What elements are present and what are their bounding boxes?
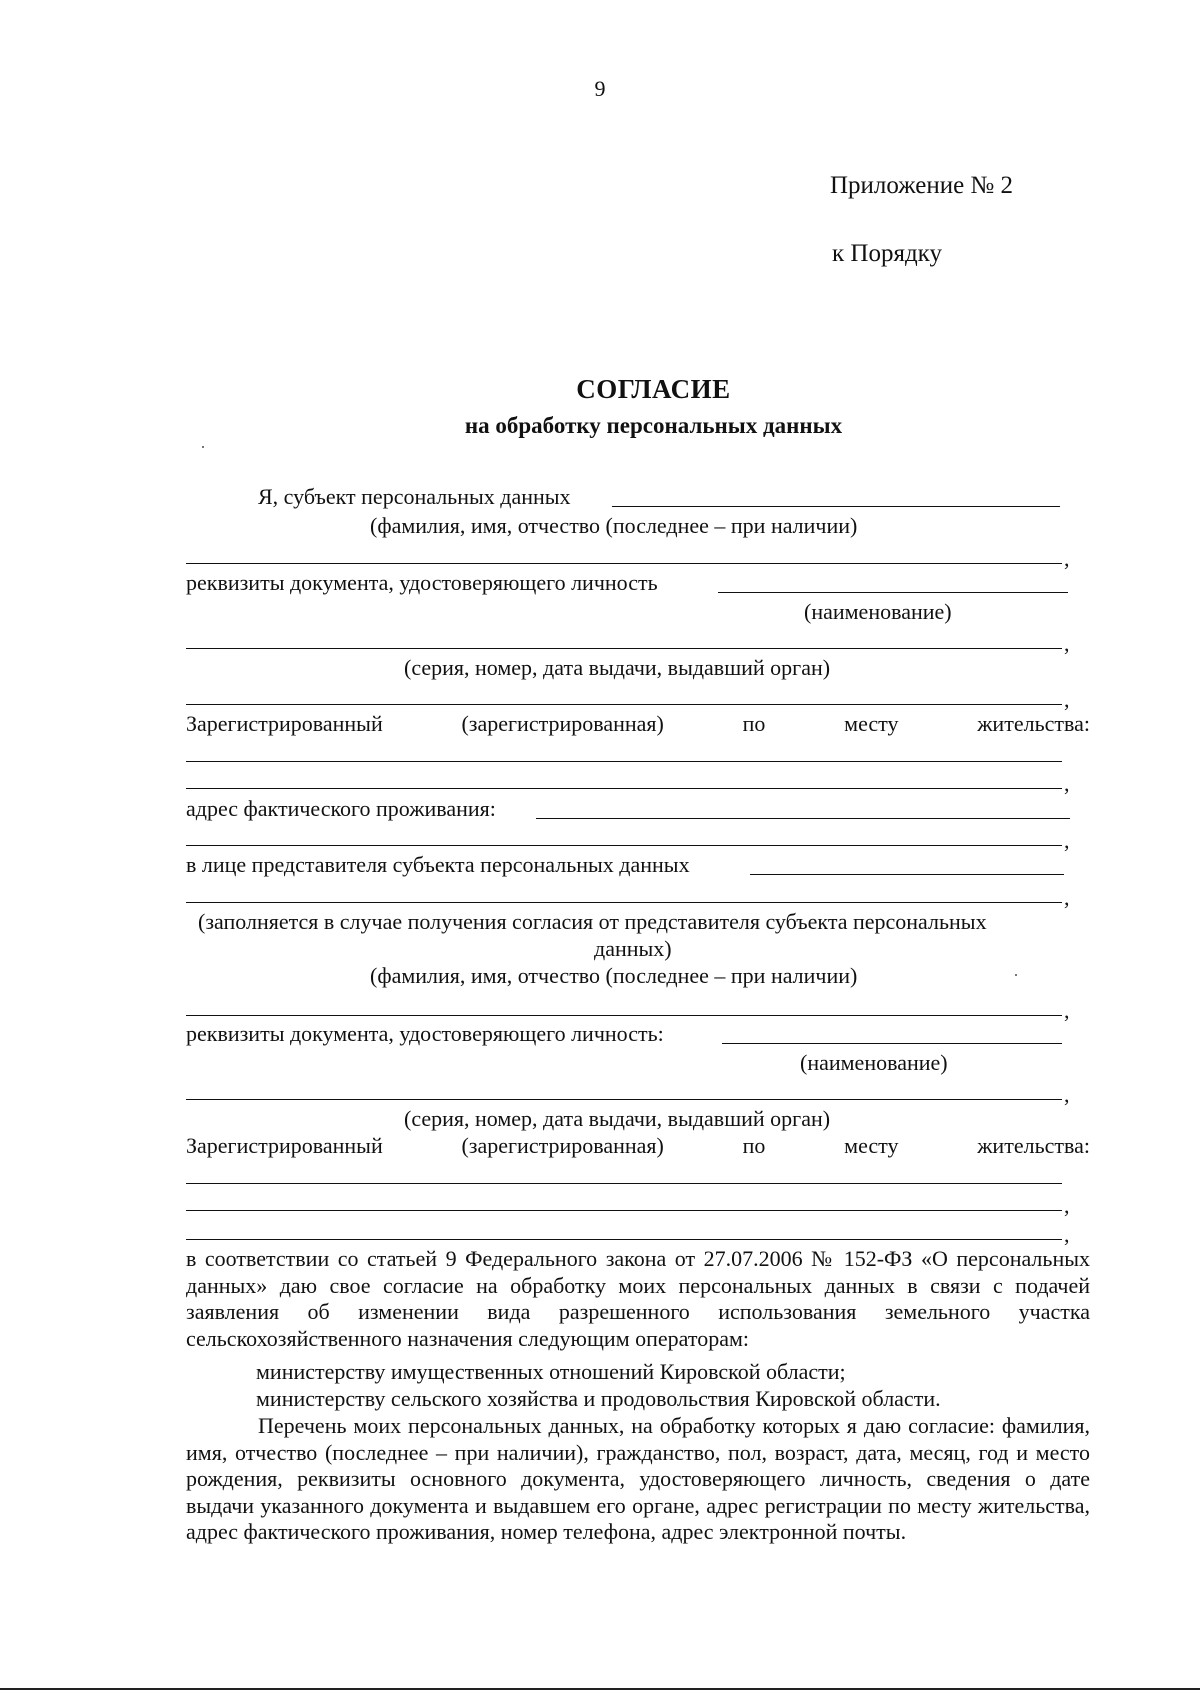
doc-name-field[interactable] xyxy=(718,592,1068,593)
representative-hint: (заполняется в случае получения согласия от представителя субъекта персональных xyxy=(198,909,987,934)
operator-item: министерству сельского хозяйства и продовольствия Кировской области. xyxy=(256,1386,941,1411)
subject-label: Я, субъект персональных данных xyxy=(258,484,571,509)
scan-dot xyxy=(1015,974,1017,976)
registered-word: месту xyxy=(844,711,899,736)
comma: , xyxy=(1064,1193,1070,1218)
actual-address-label: адрес фактического проживания: xyxy=(186,796,496,821)
registered-word: по xyxy=(742,1133,766,1158)
representative-doc-label: реквизиты документа, удостоверяющего личность: xyxy=(186,1021,664,1046)
representative-registered-label xyxy=(186,1133,1090,1159)
doc-label: реквизиты документа, удостоверяющего личность xyxy=(186,570,658,595)
consent-paragraph: в соответствии со статьей 9 Федерального закона от 27.07.2006 № 152-ФЗ «О персональных данных» даю свое согласие на обработку моих персональных данных в связи с подачей заявления об изменении вида разрешенного использования земельного участка сельскохозяйственного назначения следующим операторам: xyxy=(186,1246,1090,1351)
representative-address-field-continued[interactable] xyxy=(186,1239,1062,1240)
comma: , xyxy=(1064,885,1070,910)
operator-item: министерству имущественных отношений Кировской области; xyxy=(256,1359,846,1384)
comma: , xyxy=(1064,771,1070,796)
representative-doc-name-field[interactable] xyxy=(722,1043,1062,1044)
actual-address-field[interactable] xyxy=(536,818,1070,819)
representative-address-field-continued[interactable] xyxy=(186,1210,1062,1211)
appendix-sub-label: к Порядку xyxy=(832,240,942,267)
registered-word: (зарегистрированная) xyxy=(461,711,664,736)
registered-word: Зарегистрированный xyxy=(186,711,383,736)
appendix-label: Приложение № 2 xyxy=(830,172,1014,199)
representative-field-continued[interactable] xyxy=(186,902,1062,903)
registered-word: (зарегистрированная) xyxy=(461,1133,664,1158)
fio-hint: (фамилия, имя, отчество (последнее – при наличии) xyxy=(370,513,858,538)
document-subtitle: на обработку персональных данных xyxy=(464,413,843,438)
doc-series-field[interactable] xyxy=(186,648,1062,649)
comma: , xyxy=(1064,1082,1070,1107)
representative-doc-name-hint: (наименование) xyxy=(800,1050,948,1075)
doc-series-field-continued[interactable] xyxy=(186,704,1062,705)
registered-address-field-continued[interactable] xyxy=(186,788,1062,789)
page-number: 9 xyxy=(594,76,606,101)
doc-series-hint: (серия, номер, дата выдачи, выдавший орган) xyxy=(404,655,831,680)
document-title: СОГЛАСИЕ xyxy=(576,374,731,404)
registered-word: месту xyxy=(844,1133,899,1158)
representative-fio-field[interactable] xyxy=(186,1015,1062,1016)
registered-word: Зарегистрированный xyxy=(186,1133,383,1158)
subject-fio-field[interactable] xyxy=(612,506,1060,507)
registered-word: по xyxy=(742,711,766,736)
registered-word: жительства: xyxy=(977,711,1090,736)
registered-label xyxy=(186,711,1090,737)
comma: , xyxy=(1064,1222,1070,1247)
representative-field[interactable] xyxy=(750,874,1064,875)
representative-label: в лице представителя субъекта персональных данных xyxy=(186,852,690,877)
comma: , xyxy=(1064,998,1070,1023)
comma: , xyxy=(1064,828,1070,853)
representative-doc-series-field[interactable] xyxy=(186,1099,1062,1100)
registered-word: жительства: xyxy=(977,1133,1090,1158)
representative-hint-continued: данных) xyxy=(594,936,672,961)
representative-doc-series-hint: (серия, номер, дата выдачи, выдавший орган) xyxy=(404,1106,831,1131)
registered-address-field[interactable] xyxy=(186,761,1062,762)
representative-fio-hint: (фамилия, имя, отчество (последнее – при наличии) xyxy=(370,963,858,988)
representative-address-field[interactable] xyxy=(186,1183,1062,1184)
actual-address-field-continued[interactable] xyxy=(186,845,1062,846)
comma: , xyxy=(1064,631,1070,656)
comma: , xyxy=(1064,546,1070,571)
doc-name-hint: (наименование) xyxy=(804,599,952,624)
scan-dot xyxy=(202,446,204,448)
comma: , xyxy=(1064,687,1070,712)
bottom-rule xyxy=(0,1688,1200,1690)
subject-fio-field-continued[interactable] xyxy=(186,563,1062,564)
data-list-paragraph: Перечень моих персональных данных, на обработку которых я даю согласие: фамилия, имя, отчество (последнее – при наличии), гражданство, пол, возраст, дата, месяц, год и место рождения, реквизиты основного документа, удостоверяющего личность, сведения о дате выдачи указанного документа и выдавшем его органе, адрес регистрации по месту жительства, адрес фактического проживания, номер телефона, адрес электронной почты. xyxy=(186,1413,1090,1544)
